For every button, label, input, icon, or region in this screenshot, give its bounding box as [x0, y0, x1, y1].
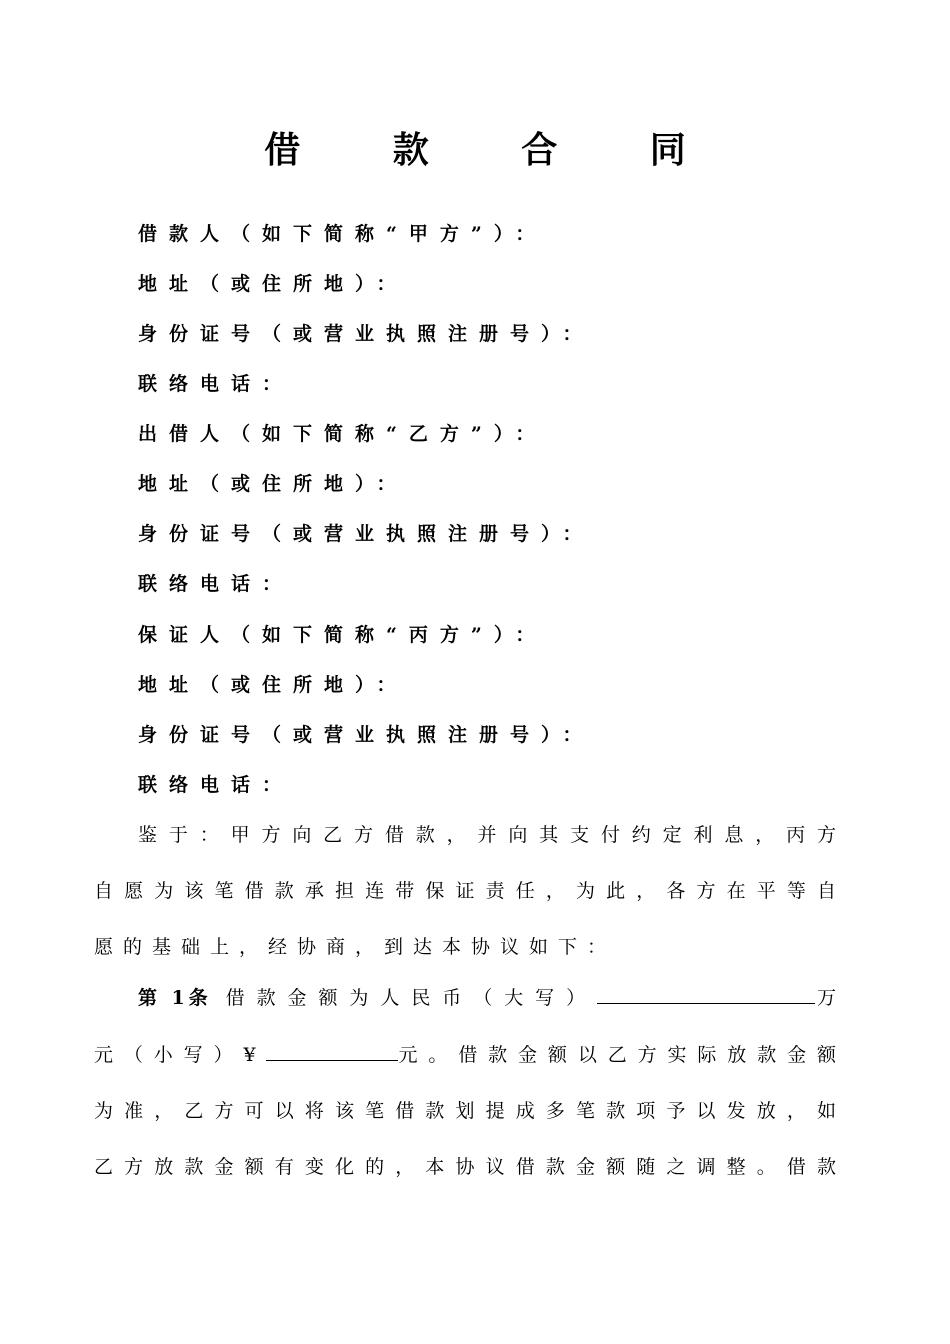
preamble-line-3: 愿的基础上，经协商，到达本协议如下：	[94, 936, 617, 958]
amount-uppercase-blank[interactable]	[597, 983, 815, 1004]
guarantor-name-label: 保证人（如下简称“丙方”）：	[138, 624, 547, 646]
preamble-line-2: 自愿为该笔借款承担连带保证责任，为此，各方在平等自	[94, 880, 846, 902]
article1-label: 第 1条	[138, 987, 212, 1009]
article1-lowercase-prefix: 元（小写）¥	[94, 1044, 266, 1066]
borrower-name-label: 借款人（如下简称“甲方”）：	[138, 223, 547, 245]
article1-line-4: 乙方放款金额有变化的，本协议借款金额随之调整。借款	[94, 1156, 846, 1178]
document-title: 借 款 合 同	[264, 129, 726, 171]
amount-lowercase-blank[interactable]	[266, 1040, 398, 1061]
lender-id-label: 身份证号（或营业执照注册号）：	[138, 523, 594, 545]
guarantor-address-label: 地址（或住所地）：	[138, 674, 408, 696]
article1-line-2-text: 元。借款金额以乙方实际放款金额	[397, 1044, 846, 1066]
article1-amount-unit: 万	[815, 987, 846, 1009]
lender-phone-label: 联络电话：	[138, 573, 294, 595]
guarantor-id-label: 身份证号（或营业执照注册号）：	[138, 724, 594, 746]
article1-line-3: 为准，乙方可以将该笔借款划提成多笔款项予以发放，如	[94, 1100, 846, 1122]
article1-amount-text: 借款金额为人民币（大写）	[225, 987, 598, 1009]
borrower-address-label: 地址（或住所地）：	[138, 273, 408, 295]
borrower-phone-label: 联络电话：	[138, 373, 294, 395]
lender-name-label: 出借人（如下简称“乙方”）：	[138, 423, 547, 445]
article1-line-1	[138, 983, 846, 1013]
lender-address-label: 地址（或住所地）：	[138, 473, 408, 495]
preamble-line-1: 鉴于：甲方向乙方借款，并向其支付约定利息，丙方	[138, 824, 846, 846]
article1-line-2	[94, 1040, 846, 1070]
borrower-id-label: 身份证号（或营业执照注册号）：	[138, 323, 594, 345]
guarantor-phone-label: 联络电话：	[138, 774, 294, 796]
